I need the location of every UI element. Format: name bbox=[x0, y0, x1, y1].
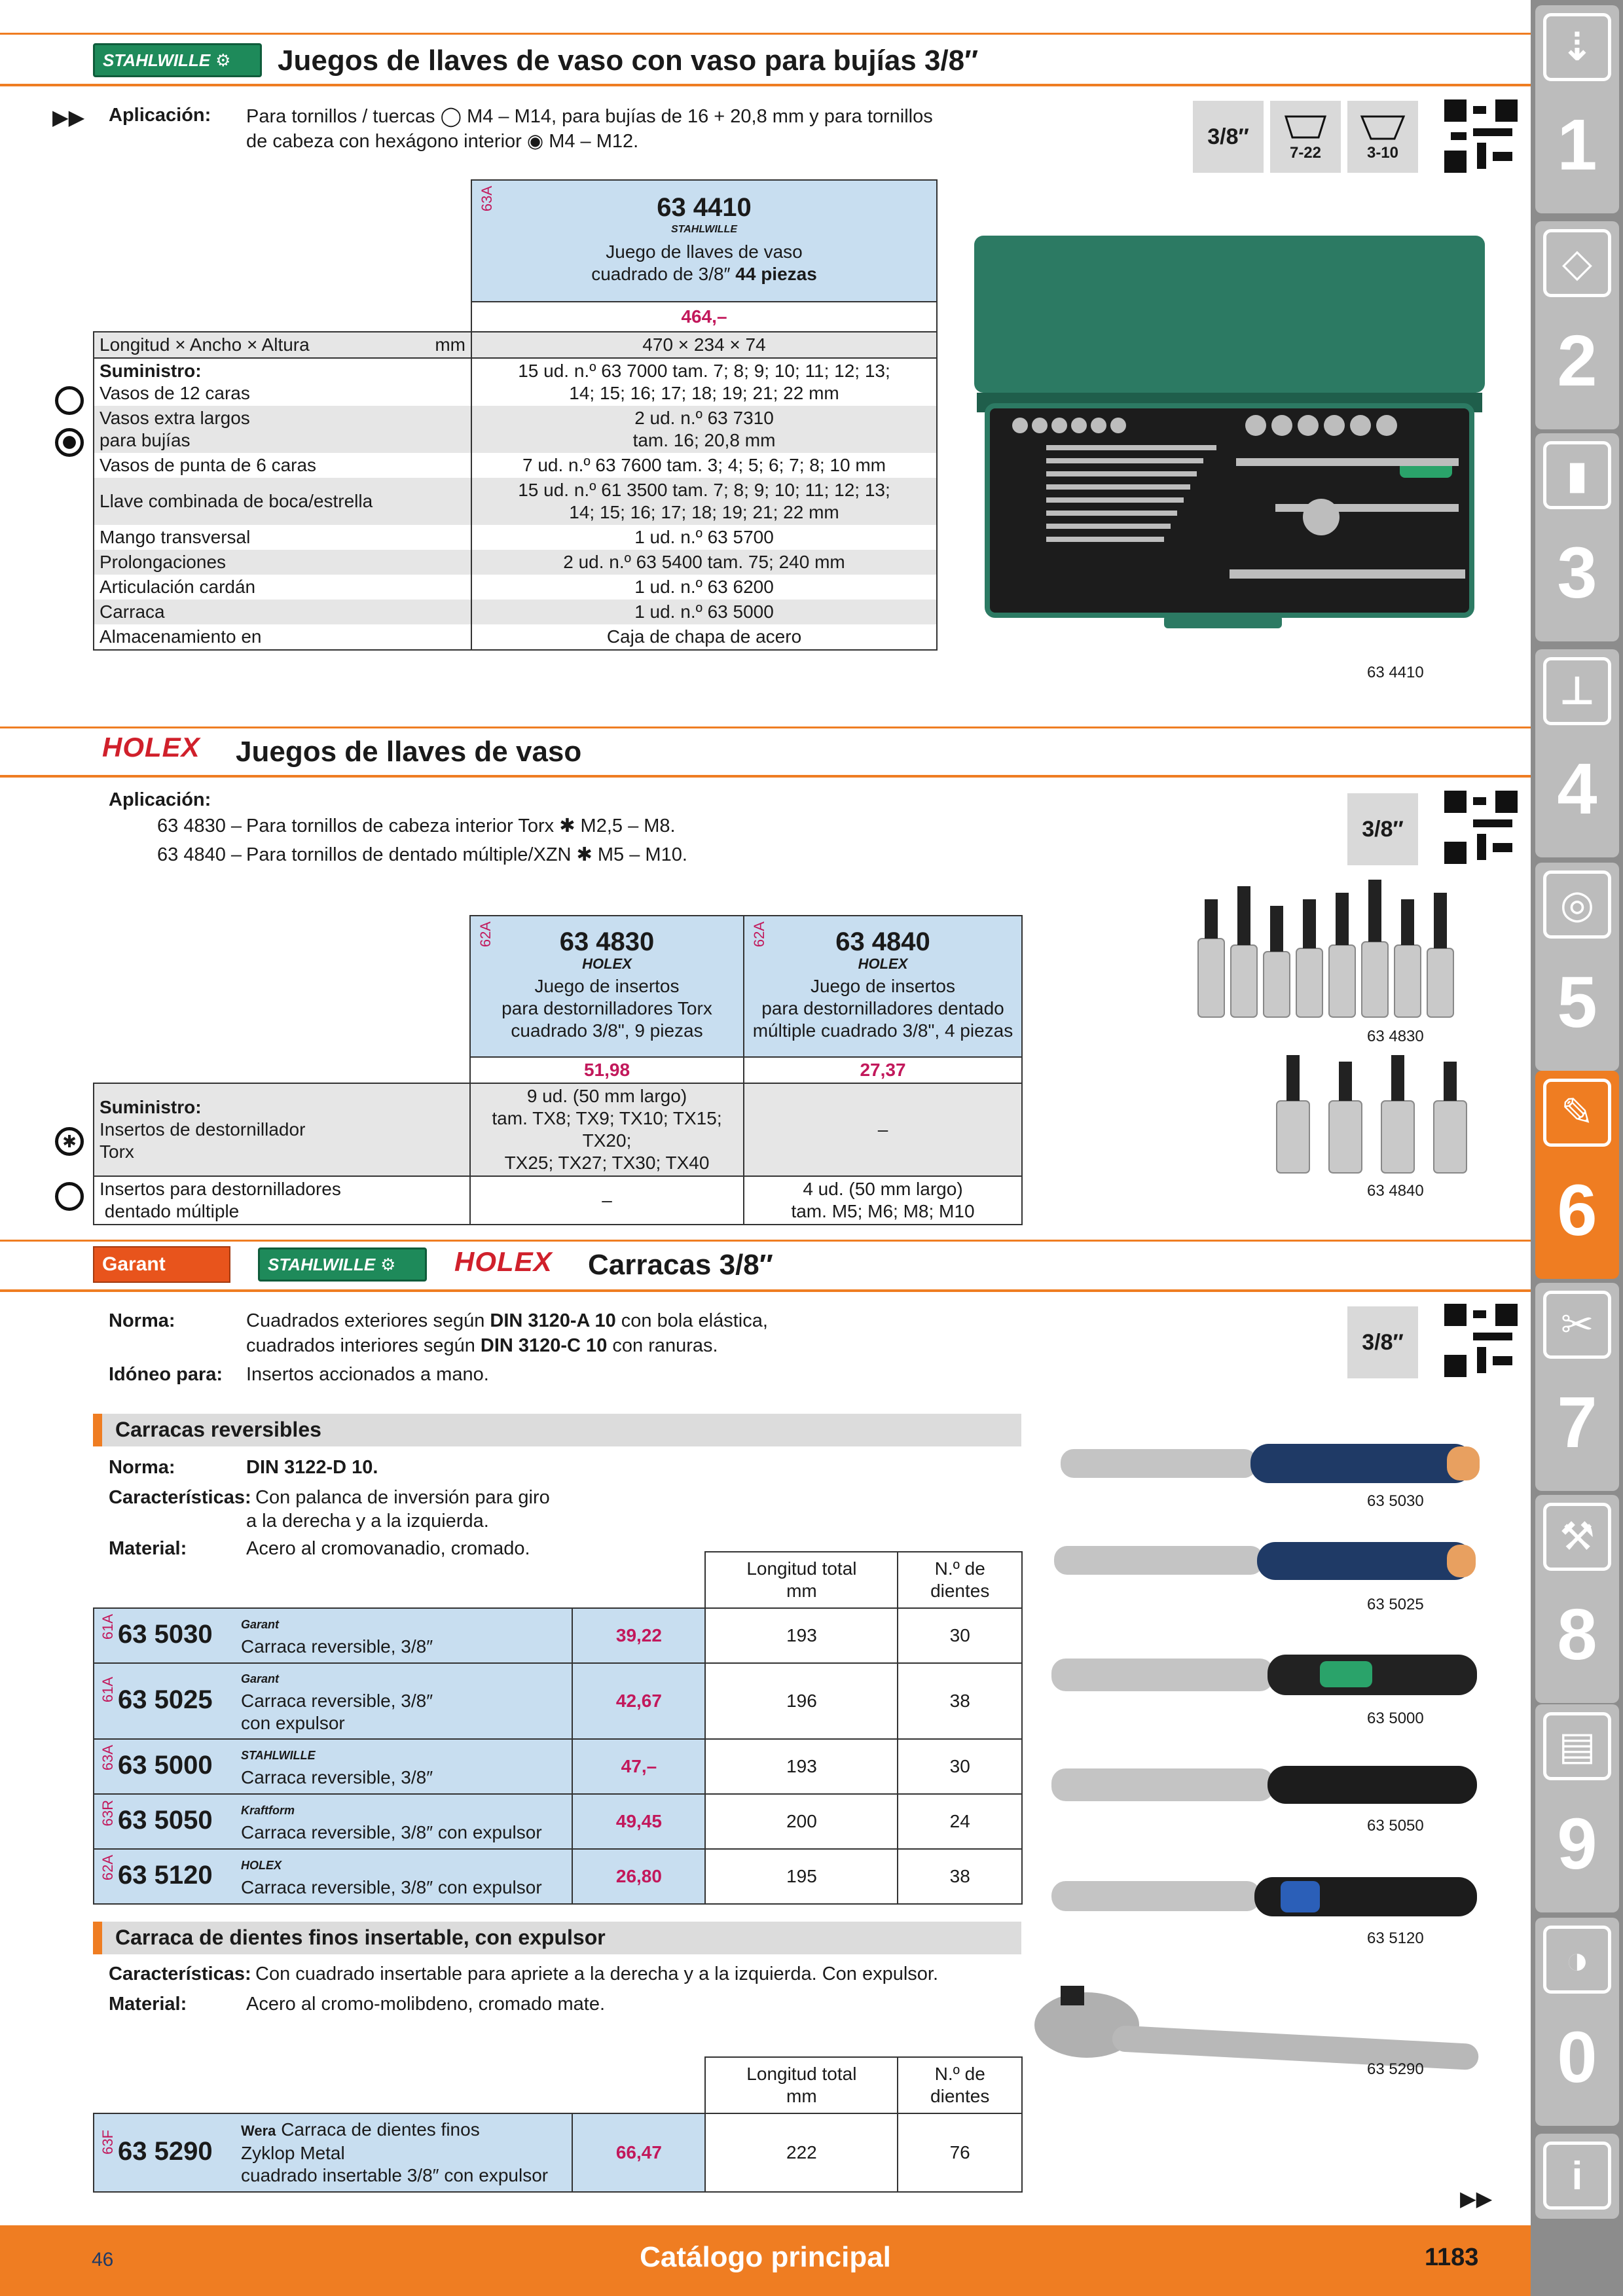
article-number: 63 5000 bbox=[118, 1751, 213, 1780]
torx-bit-set-image bbox=[1192, 873, 1480, 1030]
table-row: Articulación cardán bbox=[94, 575, 471, 600]
table-row: Prolongaciones bbox=[94, 550, 471, 575]
hex-socket-badge: 3-10 bbox=[1347, 101, 1418, 173]
brand-mini-logo: HOLEX bbox=[241, 1859, 282, 1872]
table-row: Vasos de punta de 6 caras bbox=[94, 453, 471, 478]
col-header-length: Longitud total mm bbox=[705, 1552, 898, 1608]
section-rule bbox=[0, 775, 1531, 778]
qr-code-icon[interactable] bbox=[1444, 791, 1518, 864]
suitable-label: Idóneo para: bbox=[109, 1364, 223, 1385]
brand-mini-logo: STAHLWILLE bbox=[670, 224, 738, 235]
section-rule bbox=[0, 1240, 1531, 1242]
price: 26,80 bbox=[572, 1849, 705, 1904]
table-row: Almacenamiento en bbox=[94, 624, 471, 650]
garant-logo: Garant bbox=[93, 1246, 230, 1283]
norm-label: Norma: bbox=[109, 1310, 175, 1331]
ratchet-image bbox=[1054, 1429, 1486, 1501]
article-number: 63 5030 bbox=[118, 1620, 213, 1649]
features-text: Con cuadrado insertable para apriete a la derecha y a la izquierda. Con expulsor. bbox=[255, 1964, 939, 1984]
chapter-tab-0[interactable]: ◑ 0 bbox=[1535, 1918, 1619, 2126]
chapter-tab-info[interactable] bbox=[1535, 2134, 1619, 2219]
table-row: Mango transversal bbox=[94, 525, 471, 550]
brand-mini-logo: Kraftform bbox=[241, 1804, 295, 1817]
spline-icon bbox=[55, 1182, 84, 1211]
wrench-icon: ⚙ bbox=[380, 1254, 396, 1274]
subsection-header: Carraca de dientes finos insertable, con expulsor bbox=[93, 1922, 1021, 1954]
article-number: 63 5050 bbox=[118, 1806, 213, 1835]
price: 42,67 bbox=[572, 1663, 705, 1739]
ratchet-image bbox=[1048, 1532, 1486, 1597]
hex-socket-icon bbox=[55, 428, 84, 457]
pliers-icon: ✂ bbox=[1543, 1291, 1611, 1359]
chapter-tab-4[interactable]: ⊥ 4 bbox=[1535, 649, 1619, 857]
cabinet-icon: ▤ bbox=[1543, 1712, 1611, 1780]
ratchet-image bbox=[1045, 1641, 1490, 1713]
table-row: Suministro: Vasos de 12 caras bbox=[94, 358, 471, 406]
table-row: Carraca bbox=[94, 600, 471, 624]
features-text: Con palanca de inversión para giro bbox=[255, 1487, 550, 1508]
table-row: 61A 63 5025 Garant Carraca reversible, 3/8″ con expulsor 42,67 196 38 bbox=[94, 1663, 1022, 1739]
brand-mini-logo: Garant bbox=[241, 1618, 280, 1631]
top-rule bbox=[0, 33, 1531, 35]
price: 49,45 bbox=[572, 1794, 705, 1849]
article-number: 63 5120 bbox=[118, 1861, 213, 1890]
hammer-icon: ⚒ bbox=[1543, 1503, 1611, 1571]
features-label: Características: bbox=[109, 1487, 251, 1508]
qr-code-icon[interactable] bbox=[1444, 1304, 1518, 1377]
table-row: 63F 63 5290 Wera Carraca de dientes finos Zyklop Metal cuadrado insertable 3/8″ con expulsor 66,47 222 76 bbox=[94, 2113, 1022, 2192]
holex-logo: HOLEX bbox=[102, 732, 200, 762]
chapter-tab-5[interactable]: ◎ 5 bbox=[1535, 863, 1619, 1071]
image-caption: 63 5050 bbox=[1367, 1817, 1424, 1835]
next-page-icon[interactable]: ▶▶ bbox=[1460, 2187, 1493, 2210]
material-text: Acero al cromovanadio, cromado. bbox=[246, 1538, 530, 1559]
table-row: 63R 63 5050 Kraftform Carraca reversible, 3/8″ con expulsor 49,45 200 24 bbox=[94, 1794, 1022, 1849]
price: 51,98 bbox=[470, 1057, 744, 1083]
image-caption: 63 5000 bbox=[1367, 1710, 1424, 1727]
article-number: 63 4840 bbox=[835, 927, 930, 956]
table-row: 62A 63 5120 HOLEX Carraca reversible, 3/8″ con expulsor 26,80 195 38 bbox=[94, 1849, 1022, 1904]
chapter-tab-7[interactable]: ✂ 7 bbox=[1535, 1283, 1619, 1491]
table-row: Vasos extra largos para bujías bbox=[94, 406, 471, 453]
stahlwille-logo bbox=[93, 43, 262, 77]
price: 47,– bbox=[572, 1739, 705, 1794]
footer-left-number: 46 bbox=[92, 2249, 114, 2270]
drive-size-badge: 3/8″ bbox=[1193, 101, 1264, 173]
product-header: 62A 63 4840 HOLEX Juego de insertos para destornilladores dentado múltiple cuadrado 3/8", 4 piezas bbox=[744, 916, 1022, 1057]
norm-text: cuadrados interiores según DIN 3120-C 10 con ranuras. bbox=[246, 1335, 718, 1356]
features-label: Características: bbox=[109, 1964, 251, 1984]
chapter-tab-3[interactable]: ▮ 3 bbox=[1535, 433, 1619, 641]
application-code: 63 4830 – bbox=[157, 816, 242, 836]
product-header: 63A 63 4410 STAHLWILLE Juego de llaves de vaso cuadrado de 3/8″ 44 piezas bbox=[471, 180, 937, 302]
table-row: Llave combinada de boca/estrella bbox=[94, 478, 471, 525]
price: 66,47 bbox=[572, 2113, 705, 2192]
price: 39,22 bbox=[572, 1608, 705, 1663]
image-caption: 63 5025 bbox=[1367, 1596, 1424, 1613]
application-text: Para tornillos de cabeza interior Torx ✱ M2,5 – M8. bbox=[246, 816, 676, 836]
drive-size-badge: 3/8″ bbox=[1347, 1306, 1418, 1378]
article-number: 63 5025 bbox=[118, 1685, 213, 1714]
safety-glasses-icon: ◑ bbox=[1543, 1926, 1611, 1994]
col-header-length: Longitud total mm bbox=[705, 2057, 898, 2113]
tap-icon: ▮ bbox=[1543, 441, 1611, 509]
features-text: a la derecha y a la izquierda. bbox=[246, 1511, 489, 1532]
chapter-tab-2[interactable]: ◇ 2 bbox=[1535, 221, 1619, 429]
stahlwille-logo: STAHLWILLE ⚙ bbox=[258, 1247, 427, 1282]
application-text: de cabeza con hexágono interior ◉ M4 – M12. bbox=[246, 131, 639, 152]
image-caption: 63 5290 bbox=[1367, 2060, 1424, 2078]
material-text: Acero al cromo-molibdeno, cromado mate. bbox=[246, 1994, 606, 2015]
ratchet-image bbox=[1045, 1751, 1490, 1823]
suitable-text: Insertos accionados a mano. bbox=[246, 1364, 489, 1385]
double-arrow-icon: ▶▶ bbox=[52, 105, 85, 129]
product-header: 62A 63 4830 HOLEX Juego de insertos para destornilladores Torx cuadrado 3/8", 9 piezas bbox=[470, 916, 744, 1057]
brand-mini-logo: HOLEX bbox=[582, 956, 632, 972]
norm-text: Cuadrados exteriores según DIN 3120-A 10 con bola elástica, bbox=[246, 1310, 768, 1331]
price: 27,37 bbox=[744, 1057, 1022, 1083]
ratchet-table bbox=[93, 1551, 1023, 1905]
table-row: 61A 63 5030 Garant Carraca reversible, 3/8″ 39,22 193 30 bbox=[94, 1608, 1022, 1663]
col-header-teeth: N.º de dientes bbox=[898, 1552, 1022, 1608]
col-header-teeth: N.º de dientes bbox=[898, 2057, 1022, 2113]
ratchet-image bbox=[1045, 1865, 1490, 1931]
holex-logo: HOLEX bbox=[454, 1246, 553, 1277]
brand-mini-logo: Garant bbox=[241, 1672, 280, 1685]
article-number: 63 4410 bbox=[657, 193, 752, 222]
chapter-tab-1[interactable]: ⇣ 1 bbox=[1535, 5, 1619, 213]
image-caption: 63 5120 bbox=[1367, 1929, 1424, 1947]
table-row: Longitud × Ancho × Altura mm bbox=[94, 332, 471, 358]
product-table: 62A 63 4830 HOLEX Juego de insertos para destornilladores Torx cuadrado 3/8", 9 piezas 62A 63 4840 HOLEX Juego de insertos para destornilladores dentado múltiple cuadrado 3/8", 4 piezas 51,98 27,37 Suministro: Insertos de destornillador Torx 9 ud. (50 mm largo) tam. TX8; TX9; TX10; TX15; TX20; TX25; TX27; TX30; TX40 – Insertos para destornilladores dentado múltiple – 4 ud. (50 mm largo) tam. M5; M6; M8; M10 bbox=[93, 915, 1023, 1225]
image-caption: 63 4410 bbox=[1367, 664, 1424, 681]
application-label: Aplicación: bbox=[109, 789, 211, 810]
section-rule bbox=[0, 1289, 1531, 1292]
image-caption: 63 4830 bbox=[1367, 1028, 1424, 1045]
torx-icon: ✱ bbox=[55, 1127, 84, 1156]
subsection-header: Carracas reversibles bbox=[93, 1414, 1021, 1446]
table-row: Insertos para destornilladores dentado múltiple bbox=[94, 1176, 470, 1225]
article-number: 63 5290 bbox=[118, 2137, 213, 2166]
chapter-tab-8[interactable]: ⚒ 8 bbox=[1535, 1495, 1619, 1703]
table-row: 63A 63 5000 STAHLWILLE Carraca reversible, 3/8″ 47,– 193 30 bbox=[94, 1739, 1022, 1794]
material-label: Material: bbox=[109, 1538, 187, 1559]
hex-socket-icon bbox=[1357, 111, 1409, 144]
table-row: Suministro: Insertos de destornillador Torx bbox=[94, 1083, 470, 1176]
insert-icon: ◇ bbox=[1543, 229, 1611, 297]
brand-mini-logo: Wera bbox=[241, 2123, 276, 2139]
12pt-socket-icon bbox=[55, 386, 84, 415]
footer-title: Catálogo principal bbox=[640, 2241, 891, 2273]
wrench-screwdriver-icon: ✎ bbox=[1543, 1079, 1611, 1147]
image-caption: 63 4840 bbox=[1367, 1182, 1424, 1200]
article-number: 63 4830 bbox=[559, 927, 655, 956]
drill-bit-icon: ⇣ bbox=[1543, 13, 1611, 81]
product-table: 63A 63 4410 STAHLWILLE Juego de llaves de vaso cuadrado de 3/8″ 44 piezas 464,– Longitud × Ancho × Altura mm 470 × 234 × 74 Suministro: Vasos de 12 caras 15 ud. n.º 63 7000 tam. 7; 8; 9; 10; 11; 12; 13; 14; 15; 16; 17; 18; 19; 21; 22 mm Vasos extra largos para bujías 2 ud. n.º 63 7310 tam. 16; 20,8 mm Vasos de punta de 6 caras 7 ud. n.º 63 7600 tam. 3; 4; 5; 6; 7; 8; 10 mm Llave combinada de boca/estrella 15 ud. n.º 61 3500 tam. 7; 8; 9; 10; 11; 12; 13; 14; 15; 16; 17; 18; 19; 21; 22 mm Mango transversal 1 ud. n.º 63 5700 Prolongaciones 2 ud. n.º 63 5400 tam. 75; 240 mm Articulación cardán 1 ud. n.º 63 6200 Carraca 1 ud. n.º 63 5000 Almacenamiento en Caja de chapa de acero bbox=[93, 179, 938, 651]
qr-code-icon[interactable] bbox=[1444, 99, 1518, 173]
brand-label: STAHLWILLE bbox=[103, 50, 211, 70]
section-title: Carracas 3/8″ bbox=[588, 1249, 773, 1281]
section-rule bbox=[0, 726, 1531, 728]
ratchet-table bbox=[93, 2056, 1023, 2193]
chapter-tab-9[interactable]: ▤ 9 bbox=[1535, 1704, 1619, 1912]
saw-blade-icon: ◎ bbox=[1543, 870, 1611, 939]
application-text: Para tornillos / tuercas ◯ M4 – M14, para bujías de 16 + 20,8 mm y para tornillos bbox=[246, 106, 933, 127]
norm-text: DIN 3122-D 10. bbox=[246, 1457, 378, 1478]
page-number: 1183 bbox=[1425, 2244, 1479, 2271]
socket-set-case-image bbox=[968, 229, 1498, 648]
price: 464,– bbox=[471, 302, 937, 332]
spline-bit-set-image bbox=[1270, 1049, 1480, 1179]
material-label: Material: bbox=[109, 1994, 187, 2015]
application-label: Aplicación: bbox=[109, 105, 211, 126]
bit-size-badge: 7-22 bbox=[1270, 101, 1341, 173]
norm-label: Norma: bbox=[109, 1457, 175, 1478]
section-rule bbox=[0, 84, 1531, 86]
wrench-icon: ⚙ bbox=[215, 50, 231, 70]
info-icon: i bbox=[1543, 2142, 1611, 2210]
section-title: Juegos de llaves de vaso bbox=[236, 736, 582, 768]
12pt-icon bbox=[1279, 111, 1332, 144]
brand-mini-logo: HOLEX bbox=[858, 956, 908, 972]
image-caption: 63 5030 bbox=[1367, 1492, 1424, 1510]
brand-mini-logo: STAHLWILLE bbox=[241, 1749, 316, 1762]
caliper-icon: ⊥ bbox=[1543, 657, 1611, 725]
section-title: Juegos de llaves de vaso con vaso para bujías 3/8″ bbox=[278, 45, 979, 77]
application-text: Para tornillos de dentado múltiple/XZN ✱ M5 – M10. bbox=[246, 844, 687, 865]
drive-size-badge: 3/8″ bbox=[1347, 793, 1418, 865]
chapter-tab-6[interactable]: ✎ 6 bbox=[1535, 1071, 1619, 1279]
application-code: 63 4840 – bbox=[157, 844, 242, 865]
